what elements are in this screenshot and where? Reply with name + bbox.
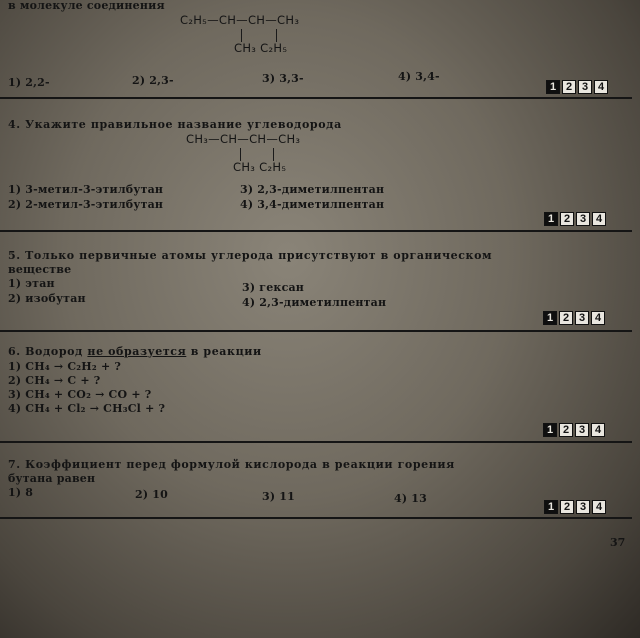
q3-option-3: 3) 3,3- — [262, 72, 304, 85]
page-number: 37 — [610, 536, 626, 549]
answer-box-1[interactable]: 1 — [543, 311, 557, 325]
q3-option-4: 4) 3,4- — [398, 70, 440, 83]
q3-option-2: 2) 2,3- — [132, 74, 174, 87]
answer-box-2[interactable]: 2 — [560, 212, 574, 226]
answer-box-1[interactable]: 1 — [544, 212, 558, 226]
q3-answer-boxes — [546, 80, 608, 94]
q6-title — [8, 345, 262, 358]
q5-answer-boxes — [543, 311, 605, 325]
answer-box-4[interactable]: 4 — [591, 423, 605, 437]
answer-box-1[interactable]: 1 — [546, 80, 560, 94]
q6-title-prefix: 6. Водород — [8, 345, 83, 358]
q6-title-underlined: не образуется — [87, 345, 187, 358]
answer-box-2[interactable]: 2 — [559, 423, 573, 437]
answer-box-3[interactable]: 3 — [575, 423, 589, 437]
divider — [0, 97, 632, 99]
answer-box-3[interactable]: 3 — [576, 212, 590, 226]
answer-box-2[interactable]: 2 — [559, 311, 573, 325]
q4-option-3: 3) 2,3-диметилпентан — [240, 183, 385, 196]
q3-option-1: 1) 2,2- — [8, 76, 50, 89]
answer-box-3[interactable]: 3 — [578, 80, 592, 94]
q4-formula-main: CH₃—CH—CH—CH₃ — [186, 132, 301, 146]
q7-option-1: 1) 8 — [8, 486, 34, 499]
answer-box-4[interactable]: 4 — [591, 311, 605, 325]
q7-option-4: 4) 13 — [394, 492, 427, 505]
q5-option-1: 1) этан — [8, 277, 55, 290]
q3-prompt: в молекуле соединения — [8, 0, 165, 12]
q4-option-1: 1) 3-метил-3-этилбутан — [8, 183, 164, 196]
q7-answer-boxes — [544, 500, 606, 514]
q3-formula-main: C₂H₅—CH—CH—CH₃ — [180, 13, 300, 27]
q3-formula-sub: CH₃ C₂H₅ — [234, 41, 288, 55]
q6-answer-boxes — [543, 423, 605, 437]
q5-option-2: 2) изобутан — [8, 292, 86, 305]
q5-option-4: 4) 2,3-диметилпентан — [242, 296, 387, 309]
q4-option-2: 2) 2-метил-3-этилбутан — [8, 198, 164, 211]
q5-option-3: 3) гексан — [242, 281, 305, 294]
q6-option-1: 1) CH₄ → C₂H₂ + ? — [8, 360, 122, 373]
answer-box-3[interactable]: 3 — [575, 311, 589, 325]
q4-title: 4. Укажите правильное название углеводорода — [8, 118, 342, 131]
q5-title-line2: веществе — [8, 263, 72, 276]
answer-box-2[interactable]: 2 — [562, 80, 576, 94]
q6-option-4: 4) CH₄ + Cl₂ → CH₃Cl + ? — [8, 402, 166, 415]
q6-option-3: 3) CH₄ + CO₂ → CO + ? — [8, 388, 152, 401]
q7-option-3: 3) 11 — [262, 490, 295, 503]
q7-option-2: 2) 10 — [135, 488, 168, 501]
divider — [0, 230, 632, 232]
divider — [0, 517, 632, 519]
answer-box-4[interactable]: 4 — [592, 500, 606, 514]
answer-box-1[interactable]: 1 — [543, 423, 557, 437]
q4-formula-sub: CH₃ C₂H₅ — [233, 160, 287, 174]
answer-box-3[interactable]: 3 — [576, 500, 590, 514]
divider — [0, 330, 632, 332]
q6-option-2: 2) CH₄ → C + ? — [8, 374, 101, 387]
answer-box-2[interactable]: 2 — [560, 500, 574, 514]
q7-title-line2: бутана равен — [8, 472, 96, 485]
answer-box-1[interactable]: 1 — [544, 500, 558, 514]
q5-title-line1: 5. Только первичные атомы углерода присутствуют в органическом — [8, 249, 493, 262]
q4-answer-boxes — [544, 212, 606, 226]
divider — [0, 441, 632, 443]
answer-box-4[interactable]: 4 — [592, 212, 606, 226]
answer-box-4[interactable]: 4 — [594, 80, 608, 94]
q6-title-suffix: в реакции — [190, 345, 262, 358]
q4-option-4: 4) 3,4-диметилпентан — [240, 198, 385, 211]
q7-title-line1: 7. Коэффициент перед формулой кислорода в реакции горения — [8, 458, 455, 471]
